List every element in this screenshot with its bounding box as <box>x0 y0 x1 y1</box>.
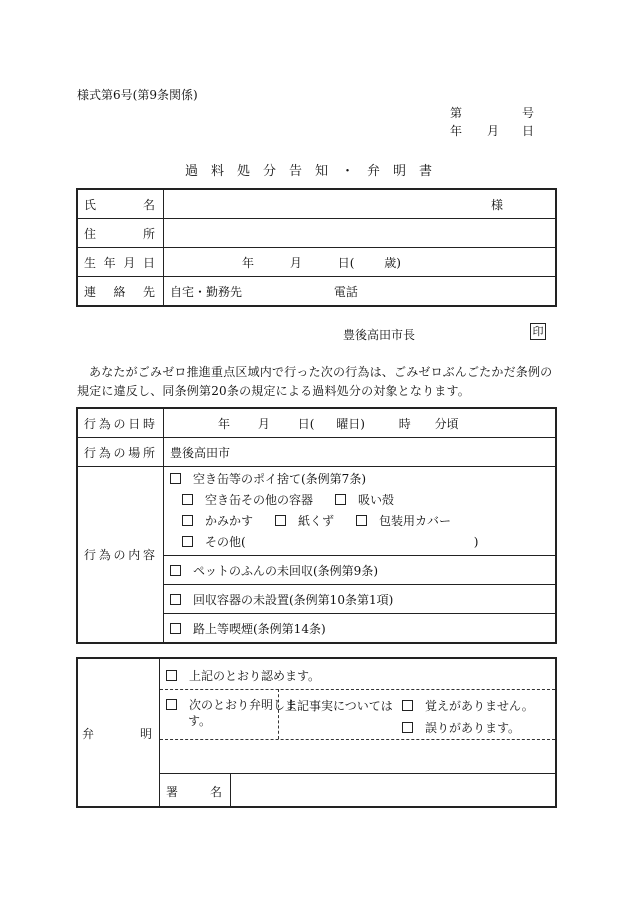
defense-divider <box>159 659 160 806</box>
littering-label: 空き缶等のポイ捨て(条例第7条) <box>193 472 366 486</box>
content-label: 行為の内容 <box>77 467 164 644</box>
place-field[interactable] <box>164 438 557 467</box>
no-memory-row <box>402 697 534 714</box>
no-memory-checkbox[interactable] <box>402 700 413 711</box>
date-month: 月 <box>487 124 500 138</box>
container-checkbox[interactable] <box>170 594 181 605</box>
name-label: 氏 名 <box>77 189 164 219</box>
dash-line-1 <box>160 689 555 690</box>
dash-divider <box>278 689 279 739</box>
error-label: 誤りがあります。 <box>425 721 521 735</box>
contact-phone: 電話 <box>333 284 358 299</box>
birth-day: 日( <box>337 255 355 270</box>
datetime-field[interactable] <box>164 408 557 438</box>
birth-year: 年 <box>242 255 255 270</box>
error-row <box>402 719 520 736</box>
dt-day: 日( <box>297 416 315 431</box>
name-suffix: 様 <box>490 197 503 212</box>
littering-checkbox[interactable] <box>170 473 181 484</box>
document-title: 過料処分告知・弁明書 <box>184 164 445 179</box>
explain-label: 次のとおり弁明します。 <box>188 698 298 728</box>
sub2a-label: かみかす <box>205 514 254 528</box>
dt-hour: 時 <box>398 416 411 431</box>
admit-row <box>166 667 320 684</box>
birth-month: 月 <box>289 255 302 270</box>
number-go: 号 <box>522 106 535 120</box>
contact-home: 自宅・勤務先 <box>170 284 243 299</box>
mayor-title: 豊後高田市長 <box>343 328 416 342</box>
place-label: 行為の場所 <box>77 438 164 467</box>
signature-field[interactable] <box>231 774 555 806</box>
littering-cell <box>164 467 557 556</box>
birth-field[interactable] <box>164 248 557 277</box>
smoking-label: 路上等喫煙(条例第14条) <box>193 621 326 636</box>
smoking-cell <box>164 614 557 644</box>
dt-year: 年 <box>218 416 231 431</box>
sub2a-checkbox[interactable] <box>182 515 193 526</box>
sub2c-label: 包装用カバー <box>379 514 452 528</box>
sub1a-label: 空き缶その他の容器 <box>205 493 314 507</box>
date-year: 年 <box>450 124 463 138</box>
person-table <box>76 188 557 307</box>
admit-label: 上記のとおり認めます。 <box>189 669 321 683</box>
pet-checkbox[interactable] <box>170 565 181 576</box>
sub2c-checkbox[interactable] <box>356 515 367 526</box>
sub3-checkbox[interactable] <box>182 536 193 547</box>
form-id: 様式第6号(第9条関係) <box>77 88 198 102</box>
sub3-label: その他( <box>205 535 246 549</box>
contact-label: 連絡先 <box>77 277 164 307</box>
container-label: 回収容器の未設置(条例第10条第1項) <box>193 592 394 607</box>
number-dai: 第 <box>450 106 463 120</box>
pet-label: ペットのふんの未回収(条例第9条) <box>193 563 378 578</box>
defense-section <box>76 657 557 808</box>
signature-label: 署 名 <box>166 785 222 799</box>
act-table <box>76 407 557 644</box>
place-value: 豊後高田市 <box>170 445 231 460</box>
smoking-checkbox[interactable] <box>170 623 181 634</box>
notice-text: あなたがごみゼロ推進重点区域内で行った次の行為は、ごみゼロぶんごたかだ条例の規定に違反し、同条例第20条の規定による過料処分の対象となります。 <box>77 365 553 398</box>
explain-checkbox[interactable] <box>166 699 177 710</box>
admit-checkbox[interactable] <box>166 670 177 681</box>
sub2b-checkbox[interactable] <box>275 515 286 526</box>
fact-label: 上記事実については <box>285 699 393 713</box>
seal-mark: 印 <box>530 323 546 340</box>
sub3-close: ) <box>473 535 479 549</box>
container-cell <box>164 585 557 614</box>
sub1b-checkbox[interactable] <box>335 494 346 505</box>
dash-line-2 <box>160 739 555 740</box>
dt-minute: 分頃 <box>434 416 459 431</box>
defense-label: 弁 明 <box>82 727 152 741</box>
birth-label: 生年月日 <box>77 248 164 277</box>
no-memory-label: 覚えがありません。 <box>425 699 534 713</box>
contact-field[interactable] <box>164 277 557 307</box>
dt-month: 月 <box>257 416 270 431</box>
pet-cell <box>164 556 557 585</box>
date-day: 日 <box>522 124 535 138</box>
error-checkbox[interactable] <box>402 722 413 733</box>
name-field[interactable] <box>164 189 557 219</box>
datetime-label: 行為の日時 <box>77 408 164 438</box>
sub2b-label: 紙くず <box>298 514 335 528</box>
birth-age: 歳) <box>384 255 401 270</box>
sub1b-label: 吸い殻 <box>358 493 395 507</box>
sub1a-checkbox[interactable] <box>182 494 193 505</box>
address-label: 住 所 <box>77 219 164 248</box>
address-field[interactable] <box>164 219 557 248</box>
dt-weekday: 曜日) <box>336 416 365 431</box>
